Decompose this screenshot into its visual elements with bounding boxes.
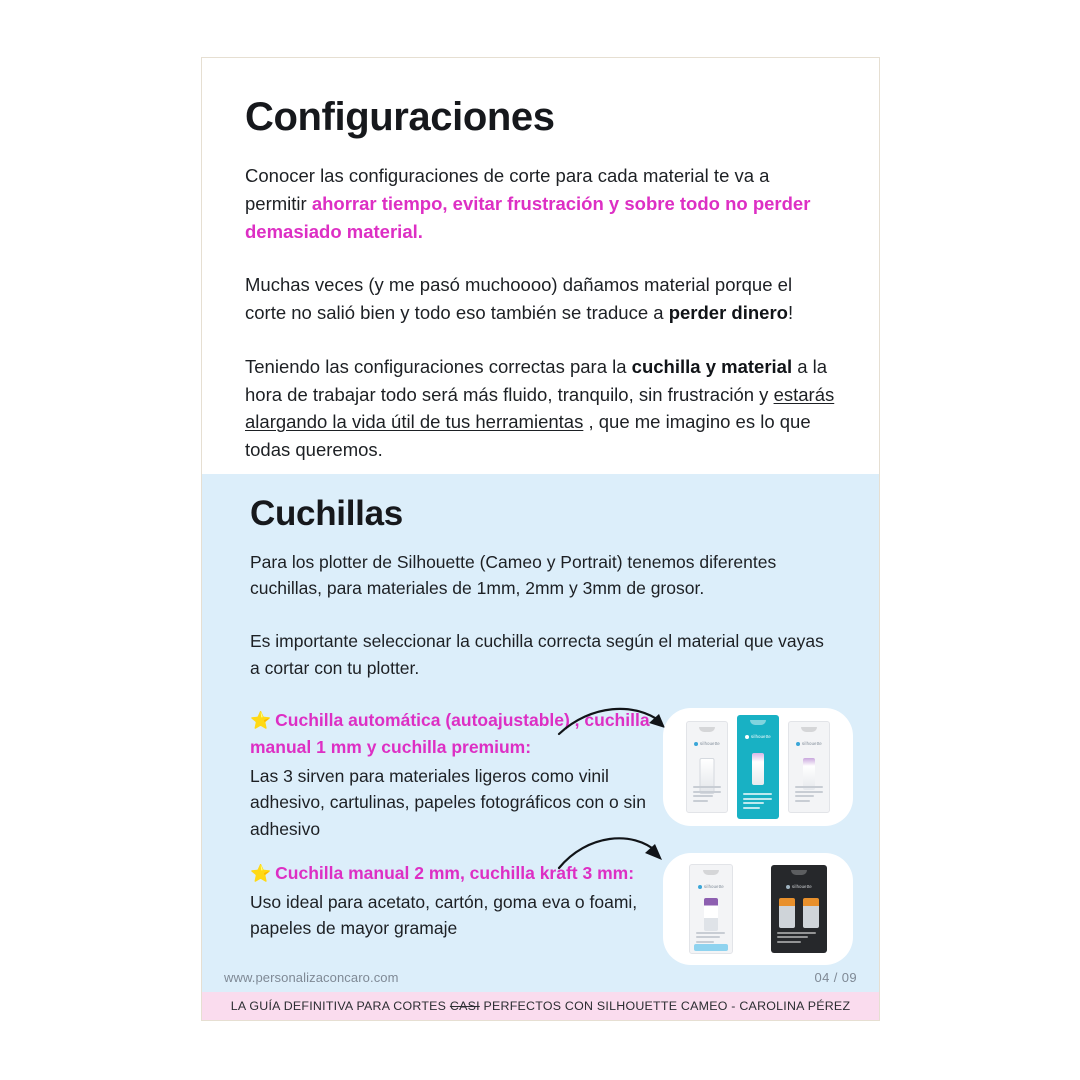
blade-heading-2-text: Cuchilla manual 2 mm, cuchilla kraft 3 mm: (275, 863, 635, 884)
paragraph-herramientas (245, 353, 835, 464)
paragraph-intro-highlight: ahorrar tiempo, evitar frustración y sobre todo no perder demasiado material. (245, 192, 811, 242)
paragraph-dinero-lead: Muchas veces (y me pasó muchoooo) dañamos material porque el corte no salió bien y todo eso también se traduce a (245, 274, 793, 323)
brand-dot-icon (796, 742, 800, 746)
hang-hole (750, 720, 766, 725)
brand-logo: silhouette (786, 884, 812, 889)
footer-website-url[interactable]: www.personalizaconcaro.com (224, 969, 399, 985)
paragraph-cuchillas-2: Es importante seleccionar la cuchilla correcta según el material que vayas a cortar con tu plotter. (250, 630, 824, 678)
brand-dot-icon (786, 885, 790, 889)
product-image-heavy-blades (663, 853, 853, 965)
section-cuchillas (202, 474, 879, 1020)
blade-graphic (803, 898, 819, 928)
paragraph-herramientas-lead: Teniendo las configuraciones correctas para la (245, 355, 632, 377)
brand-logo: silhouette (796, 741, 822, 746)
paragraph-herramientas-tail: , que me imagino es lo que todas queremos. (245, 411, 811, 460)
arrow-to-product-1-icon (557, 698, 677, 740)
brand-logo: silhouette (698, 884, 724, 889)
package-copy (795, 786, 823, 804)
paragraph-intro (245, 162, 835, 245)
bottom-banner (202, 992, 879, 1020)
package-copy (777, 932, 816, 946)
footer-page-number: 04 / 09 (814, 969, 857, 985)
hang-hole (801, 727, 817, 732)
package-copy (696, 932, 725, 946)
brand-dot-icon (694, 742, 698, 746)
blade-graphic (704, 898, 718, 931)
package-row (663, 853, 853, 965)
page-title: Configuraciones (245, 95, 555, 139)
arrow-to-product-2-icon (557, 826, 677, 874)
package-footer-band (694, 944, 728, 951)
paragraph-dinero-bold: perder dinero (668, 302, 788, 323)
brand-dot-icon (698, 885, 702, 889)
paragraph-herramientas-middle: a la hora de trabajar todo será más fluido, tranquilo, sin frustración y (245, 355, 828, 405)
paragraph-herramientas-bold: cuchilla y material (631, 355, 793, 377)
page-sheet (201, 57, 880, 1021)
hang-hole (699, 727, 715, 732)
star-icon: ⭐ (250, 864, 272, 884)
paragraph-dinero-tail: ! (787, 302, 794, 323)
blade-package-teal (737, 715, 779, 819)
package-copy (693, 786, 721, 804)
hang-hole (703, 870, 719, 875)
star-icon: ⭐ (250, 711, 272, 731)
banner-text-strikethrough: CASI (449, 999, 480, 1013)
paragraph-herramientas-underline: estarás alargando la vida útil de tus herramientas (245, 383, 835, 433)
banner-text-part-1: LA GUÍA DEFINITIVA PARA CORTES (230, 999, 450, 1013)
hang-hole (791, 870, 807, 875)
blade-package-dark (771, 865, 827, 953)
blade-package-white-2 (788, 721, 830, 813)
blade-package-white-3 (689, 864, 733, 954)
blade-description-1: Las 3 sirven para materiales ligeros como vinil adhesivo, cartulinas, papeles fotográficos con o sin adhesivo (250, 765, 646, 839)
banner-text (231, 999, 851, 1013)
blade-heading-1-text: Cuchilla automática (autoajustable) , cuchilla manual 1 mm y cuchilla premium: (250, 710, 650, 758)
banner-text-part-2: PERFECTOS CON SILHOUETTE CAMEO - CAROLINA PÉREZ (479, 999, 851, 1013)
package-copy (743, 793, 772, 811)
page-footer (202, 962, 879, 992)
blade-graphic (752, 753, 764, 785)
paragraph-dinero (245, 271, 835, 327)
paragraph-cuchillas-1: Para los plotter de Silhouette (Cameo y Portrait) tenemos diferentes cuchillas, para materiales de 1mm, 2mm y 3mm de grosor. (250, 551, 777, 599)
blade-package-white-1 (686, 721, 728, 813)
brand-dot-icon (745, 735, 749, 739)
brand-logo: silhouette (694, 741, 720, 746)
brand-logo: silhouette (745, 734, 771, 739)
paragraph-intro-lead: Conocer las configuraciones de corte para cada material te va a permitir (245, 165, 770, 214)
blade-graphic (779, 898, 795, 928)
package-row (663, 708, 853, 826)
section-configuraciones (202, 58, 879, 474)
section-title-cuchillas: Cuchillas (250, 494, 403, 533)
blade-description-2: Uso ideal para acetato, cartón, goma eva o foami, papeles de mayor gramaje (250, 891, 638, 939)
product-image-light-blades (663, 708, 853, 826)
